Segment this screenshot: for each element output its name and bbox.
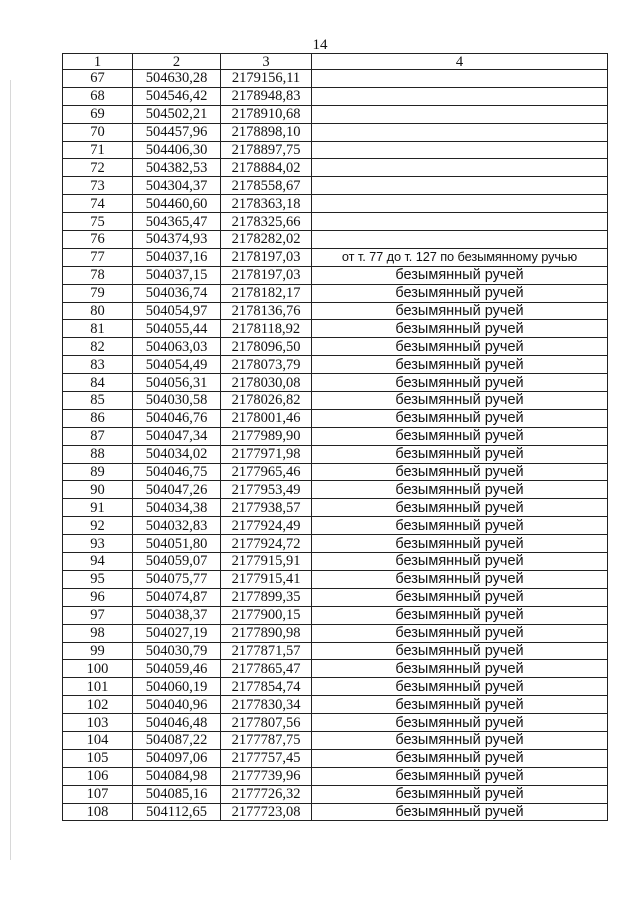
y-coordinate-cell: 2177865,47 (221, 660, 312, 678)
y-coordinate-cell: 2179156,11 (221, 70, 312, 88)
x-coordinate-cell: 504546,42 (133, 87, 221, 105)
y-coordinate-cell: 2177830,34 (221, 696, 312, 714)
y-coordinate-cell: 2177723,08 (221, 803, 312, 821)
x-coordinate-cell: 504059,07 (133, 553, 221, 571)
point-number-cell: 102 (63, 696, 133, 714)
point-number-cell: 70 (63, 123, 133, 141)
x-coordinate-cell: 504030,79 (133, 642, 221, 660)
point-number-cell: 82 (63, 338, 133, 356)
y-coordinate-cell: 2178910,68 (221, 105, 312, 123)
point-number-cell: 99 (63, 642, 133, 660)
table-row (63, 624, 608, 642)
description-cell (312, 105, 608, 123)
description-cell: безымянный ручей (312, 767, 608, 785)
description-cell: безымянный ручей (312, 356, 608, 374)
table-row (63, 803, 608, 821)
x-coordinate-cell: 504060,19 (133, 678, 221, 696)
point-number-cell: 86 (63, 409, 133, 427)
description-cell (312, 213, 608, 231)
x-coordinate-cell: 504630,28 (133, 70, 221, 88)
description-cell: безымянный ручей (312, 588, 608, 606)
x-coordinate-cell: 504037,16 (133, 248, 221, 266)
point-number-cell: 89 (63, 463, 133, 481)
point-number-cell: 87 (63, 427, 133, 445)
point-number-cell: 80 (63, 302, 133, 320)
table-row (63, 141, 608, 159)
table-row (63, 785, 608, 803)
x-coordinate-cell: 504036,74 (133, 284, 221, 302)
point-number-cell: 108 (63, 803, 133, 821)
description-cell: от т. 77 до т. 127 по безымянному ручью (312, 248, 608, 266)
x-coordinate-cell: 504085,16 (133, 785, 221, 803)
x-coordinate-cell: 504502,21 (133, 105, 221, 123)
point-number-cell: 106 (63, 767, 133, 785)
description-cell (312, 70, 608, 88)
point-number-cell: 95 (63, 570, 133, 588)
description-cell: безымянный ручей (312, 392, 608, 410)
table-row (63, 159, 608, 177)
table-row (63, 195, 608, 213)
y-coordinate-cell: 2178118,92 (221, 320, 312, 338)
x-coordinate-cell: 504047,26 (133, 481, 221, 499)
page-number: 14 (312, 37, 328, 53)
description-cell: безымянный ручей (312, 749, 608, 767)
table-row (63, 105, 608, 123)
y-coordinate-cell: 2177915,41 (221, 570, 312, 588)
y-coordinate-cell: 2177871,57 (221, 642, 312, 660)
x-coordinate-cell: 504040,96 (133, 696, 221, 714)
point-number-cell: 72 (63, 159, 133, 177)
column-header-3: 3 (221, 54, 312, 70)
table-row (63, 714, 608, 732)
table-row (63, 248, 608, 266)
table-row (63, 338, 608, 356)
x-coordinate-cell: 504047,34 (133, 427, 221, 445)
description-cell: безымянный ручей (312, 302, 608, 320)
point-number-cell: 103 (63, 714, 133, 732)
description-cell: безымянный ручей (312, 606, 608, 624)
table-row (63, 570, 608, 588)
y-coordinate-cell: 2178558,67 (221, 177, 312, 195)
table-row (63, 123, 608, 141)
x-coordinate-cell: 504037,15 (133, 266, 221, 284)
point-number-cell: 69 (63, 105, 133, 123)
description-cell: безымянный ручей (312, 463, 608, 481)
description-cell: безымянный ручей (312, 517, 608, 535)
description-cell: безымянный ручей (312, 624, 608, 642)
point-number-cell: 105 (63, 749, 133, 767)
table-row (63, 445, 608, 463)
point-number-cell: 101 (63, 678, 133, 696)
table-row (63, 606, 608, 624)
point-number-cell: 92 (63, 517, 133, 535)
y-coordinate-cell: 2178325,66 (221, 213, 312, 231)
y-coordinate-cell: 2177938,57 (221, 499, 312, 517)
table-row (63, 535, 608, 553)
table-row (63, 427, 608, 445)
table-row (63, 731, 608, 749)
x-coordinate-cell: 504056,31 (133, 374, 221, 392)
y-coordinate-cell: 2178096,50 (221, 338, 312, 356)
description-cell (312, 123, 608, 141)
point-number-cell: 85 (63, 392, 133, 410)
description-cell: безымянный ручей (312, 338, 608, 356)
x-coordinate-cell: 504374,93 (133, 231, 221, 249)
description-cell: безымянный ручей (312, 678, 608, 696)
x-coordinate-cell: 504087,22 (133, 731, 221, 749)
table-row (63, 284, 608, 302)
description-cell: безымянный ручей (312, 266, 608, 284)
y-coordinate-cell: 2178197,03 (221, 248, 312, 266)
y-coordinate-cell: 2177965,46 (221, 463, 312, 481)
table-row (63, 678, 608, 696)
point-number-cell: 78 (63, 266, 133, 284)
point-number-cell: 67 (63, 70, 133, 88)
y-coordinate-cell: 2178197,03 (221, 266, 312, 284)
x-coordinate-cell: 504063,03 (133, 338, 221, 356)
table-row (63, 767, 608, 785)
point-number-cell: 79 (63, 284, 133, 302)
table-row (63, 409, 608, 427)
coordinates-table (62, 53, 608, 821)
y-coordinate-cell: 2178363,18 (221, 195, 312, 213)
x-coordinate-cell: 504027,19 (133, 624, 221, 642)
x-coordinate-cell: 504084,98 (133, 767, 221, 785)
table-row (63, 266, 608, 284)
table-row (63, 87, 608, 105)
point-number-cell: 76 (63, 231, 133, 249)
x-coordinate-cell: 504046,76 (133, 409, 221, 427)
point-number-cell: 77 (63, 248, 133, 266)
x-coordinate-cell: 504054,97 (133, 302, 221, 320)
table-row (63, 374, 608, 392)
x-coordinate-cell: 504034,38 (133, 499, 221, 517)
table-row (63, 749, 608, 767)
column-header-1: 1 (63, 54, 133, 70)
x-coordinate-cell: 504059,46 (133, 660, 221, 678)
column-header-2: 2 (133, 54, 221, 70)
table-row (63, 213, 608, 231)
table-row (63, 481, 608, 499)
y-coordinate-cell: 2177915,91 (221, 553, 312, 571)
y-coordinate-cell: 2177899,35 (221, 588, 312, 606)
y-coordinate-cell: 2178897,75 (221, 141, 312, 159)
y-coordinate-cell: 2177900,15 (221, 606, 312, 624)
point-number-cell: 83 (63, 356, 133, 374)
description-cell (312, 231, 608, 249)
y-coordinate-cell: 2177757,45 (221, 749, 312, 767)
y-coordinate-cell: 2178030,08 (221, 374, 312, 392)
table-row (63, 392, 608, 410)
x-coordinate-cell: 504406,30 (133, 141, 221, 159)
description-cell: безымянный ручей (312, 427, 608, 445)
description-cell: безымянный ручей (312, 409, 608, 427)
y-coordinate-cell: 2178898,10 (221, 123, 312, 141)
point-number-cell: 93 (63, 535, 133, 553)
y-coordinate-cell: 2178136,76 (221, 302, 312, 320)
table-body (63, 70, 608, 821)
point-number-cell: 81 (63, 320, 133, 338)
x-coordinate-cell: 504365,47 (133, 213, 221, 231)
x-coordinate-cell: 504046,75 (133, 463, 221, 481)
description-cell (312, 159, 608, 177)
x-coordinate-cell: 504074,87 (133, 588, 221, 606)
y-coordinate-cell: 2178884,02 (221, 159, 312, 177)
point-number-cell: 84 (63, 374, 133, 392)
table-row (63, 499, 608, 517)
scan-margin-line (10, 80, 11, 860)
x-coordinate-cell: 504304,37 (133, 177, 221, 195)
x-coordinate-cell: 504034,02 (133, 445, 221, 463)
table-row (63, 177, 608, 195)
table-row (63, 302, 608, 320)
y-coordinate-cell: 2177924,49 (221, 517, 312, 535)
y-coordinate-cell: 2178001,46 (221, 409, 312, 427)
x-coordinate-cell: 504038,37 (133, 606, 221, 624)
y-coordinate-cell: 2177807,56 (221, 714, 312, 732)
point-number-cell: 90 (63, 481, 133, 499)
table-row (63, 463, 608, 481)
point-number-cell: 94 (63, 553, 133, 571)
point-number-cell: 75 (63, 213, 133, 231)
y-coordinate-cell: 2177953,49 (221, 481, 312, 499)
table-row (63, 320, 608, 338)
table-row (63, 70, 608, 88)
y-coordinate-cell: 2178026,82 (221, 392, 312, 410)
x-coordinate-cell: 504097,06 (133, 749, 221, 767)
y-coordinate-cell: 2178282,02 (221, 231, 312, 249)
point-number-cell: 91 (63, 499, 133, 517)
y-coordinate-cell: 2177971,98 (221, 445, 312, 463)
y-coordinate-cell: 2177739,96 (221, 767, 312, 785)
point-number-cell: 97 (63, 606, 133, 624)
point-number-cell: 68 (63, 87, 133, 105)
point-number-cell: 74 (63, 195, 133, 213)
table-row (63, 553, 608, 571)
table-row (63, 517, 608, 535)
table-row (63, 231, 608, 249)
x-coordinate-cell: 504460,60 (133, 195, 221, 213)
table-row (63, 642, 608, 660)
x-coordinate-cell: 504112,65 (133, 803, 221, 821)
table-row (63, 660, 608, 678)
description-cell: безымянный ручей (312, 696, 608, 714)
description-cell: безымянный ручей (312, 374, 608, 392)
description-cell: безымянный ручей (312, 714, 608, 732)
description-cell: безымянный ручей (312, 553, 608, 571)
description-cell: безымянный ручей (312, 731, 608, 749)
column-header-4: 4 (312, 54, 608, 70)
description-cell (312, 177, 608, 195)
point-number-cell: 98 (63, 624, 133, 642)
x-coordinate-cell: 504051,80 (133, 535, 221, 553)
description-cell (312, 141, 608, 159)
description-cell: безымянный ручей (312, 481, 608, 499)
y-coordinate-cell: 2178182,17 (221, 284, 312, 302)
x-coordinate-cell: 504075,77 (133, 570, 221, 588)
table-row (63, 356, 608, 374)
point-number-cell: 96 (63, 588, 133, 606)
y-coordinate-cell: 2177854,74 (221, 678, 312, 696)
table-row (63, 588, 608, 606)
y-coordinate-cell: 2177890,98 (221, 624, 312, 642)
x-coordinate-cell: 504054,49 (133, 356, 221, 374)
description-cell: безымянный ручей (312, 570, 608, 588)
table-header-row (63, 54, 608, 70)
point-number-cell: 100 (63, 660, 133, 678)
point-number-cell: 104 (63, 731, 133, 749)
y-coordinate-cell: 2177924,72 (221, 535, 312, 553)
description-cell: безымянный ручей (312, 445, 608, 463)
x-coordinate-cell: 504032,83 (133, 517, 221, 535)
description-cell: безымянный ручей (312, 535, 608, 553)
description-cell: безымянный ручей (312, 785, 608, 803)
point-number-cell: 71 (63, 141, 133, 159)
y-coordinate-cell: 2177726,32 (221, 785, 312, 803)
description-cell: безымянный ручей (312, 284, 608, 302)
y-coordinate-cell: 2178948,83 (221, 87, 312, 105)
description-cell: безымянный ручей (312, 320, 608, 338)
description-cell (312, 87, 608, 105)
x-coordinate-cell: 504046,48 (133, 714, 221, 732)
description-cell: безымянный ручей (312, 803, 608, 821)
y-coordinate-cell: 2177787,75 (221, 731, 312, 749)
x-coordinate-cell: 504055,44 (133, 320, 221, 338)
description-cell (312, 195, 608, 213)
description-cell: безымянный ручей (312, 642, 608, 660)
y-coordinate-cell: 2177989,90 (221, 427, 312, 445)
point-number-cell: 88 (63, 445, 133, 463)
point-number-cell: 107 (63, 785, 133, 803)
description-cell: безымянный ручей (312, 499, 608, 517)
x-coordinate-cell: 504382,53 (133, 159, 221, 177)
table-row (63, 696, 608, 714)
description-cell: безымянный ручей (312, 660, 608, 678)
y-coordinate-cell: 2178073,79 (221, 356, 312, 374)
point-number-cell: 73 (63, 177, 133, 195)
x-coordinate-cell: 504457,96 (133, 123, 221, 141)
x-coordinate-cell: 504030,58 (133, 392, 221, 410)
